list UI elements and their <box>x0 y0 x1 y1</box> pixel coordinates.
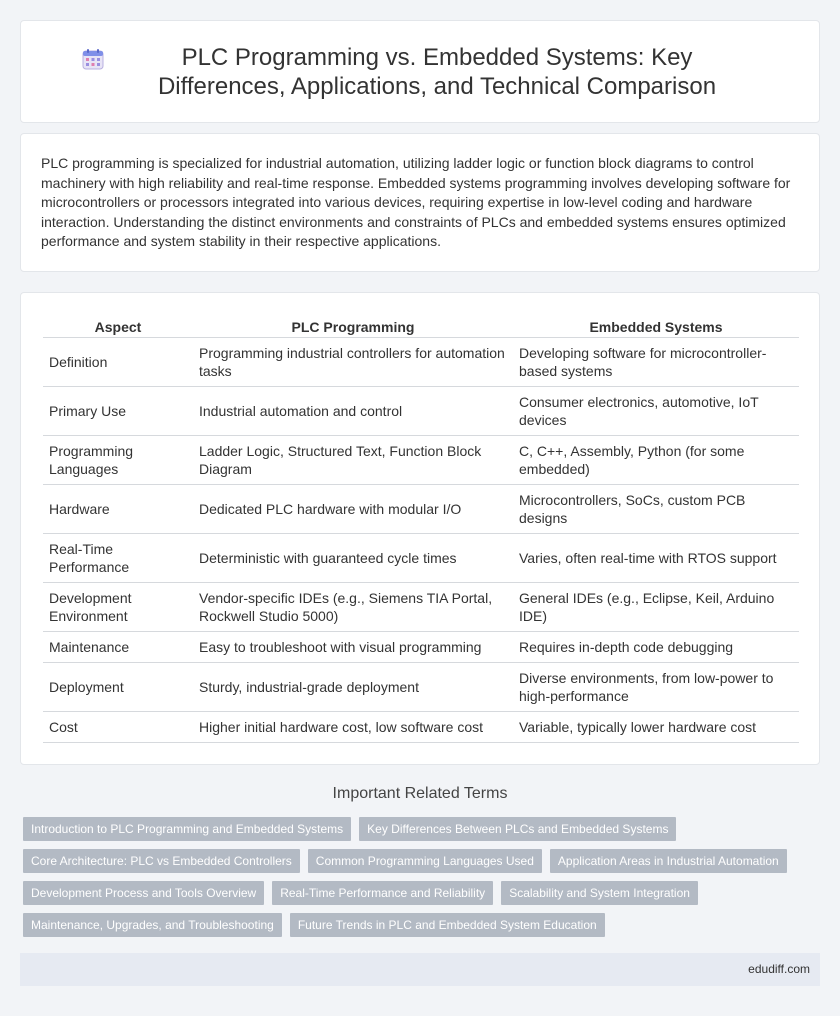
cell-aspect: Development Environment <box>43 582 193 631</box>
header-plc: PLC Programming <box>193 315 513 337</box>
table-row <box>43 386 799 435</box>
cell-aspect: Hardware <box>43 484 193 533</box>
cell-plc: Deterministic with guaranteed cycle times <box>193 533 513 582</box>
table-row <box>43 533 799 582</box>
table-row <box>43 711 799 742</box>
cell-plc: Vendor-specific IDEs (e.g., Siemens TIA Portal, Rockwell Studio 5000) <box>193 582 513 631</box>
table-row <box>43 631 799 662</box>
header-aspect: Aspect <box>43 315 193 337</box>
header-embedded: Embedded Systems <box>513 315 799 337</box>
comparison-card <box>20 292 820 765</box>
related-term-tag[interactable]: Introduction to PLC Programming and Embedded Systems <box>23 817 351 841</box>
cell-embedded: C, C++, Assembly, Python (for some embedded) <box>513 435 799 484</box>
table-header-row <box>43 315 799 337</box>
cell-embedded: Variable, typically lower hardware cost <box>513 711 799 742</box>
cell-embedded: Varies, often real-time with RTOS support <box>513 533 799 582</box>
footer <box>20 953 820 986</box>
cell-embedded: Requires in-depth code debugging <box>513 631 799 662</box>
related-term-tag[interactable]: Core Architecture: PLC vs Embedded Controllers <box>23 849 300 873</box>
cell-plc: Ladder Logic, Structured Text, Function Block Diagram <box>193 435 513 484</box>
cell-plc: Dedicated PLC hardware with modular I/O <box>193 484 513 533</box>
page-title: PLC Programming vs. Embedded Systems: Key Differences, Applications, and Technical Comparison <box>157 43 717 100</box>
table-row <box>43 435 799 484</box>
table-row <box>43 662 799 711</box>
footer-site-link[interactable]: edudiff.com <box>748 962 810 976</box>
table-row <box>43 484 799 533</box>
related-term-tag[interactable]: Scalability and System Integration <box>501 881 698 905</box>
cell-aspect: Definition <box>43 337 193 386</box>
cell-aspect: Real-Time Performance <box>43 533 193 582</box>
cell-aspect: Programming Languages <box>43 435 193 484</box>
cell-plc: Easy to troubleshoot with visual programming <box>193 631 513 662</box>
calendar-icon <box>81 47 105 71</box>
cell-embedded: Microcontrollers, SoCs, custom PCB designs <box>513 484 799 533</box>
cell-plc: Industrial automation and control <box>193 386 513 435</box>
table-row <box>43 337 799 386</box>
intro-card <box>20 133 820 272</box>
cell-aspect: Maintenance <box>43 631 193 662</box>
table-row <box>43 582 799 631</box>
intro-paragraph: PLC programming is specialized for industrial automation, utilizing ladder logic or function block diagrams to control machinery with high reliability and real-time response. Embedded systems programming involves developing software for microcontrollers or processors integrated into various devices, requiring expertise in low-level coding and hardware interaction. Understanding the distinct environments and constraints of PLCs and embedded systems ensures optimized performance and system stability in their respective applications. <box>41 155 791 249</box>
cell-aspect: Deployment <box>43 662 193 711</box>
related-term-tag[interactable]: Future Trends in PLC and Embedded System Education <box>290 913 605 937</box>
cell-embedded: Diverse environments, from low-power to high-performance <box>513 662 799 711</box>
cell-embedded: Developing software for microcontroller-based systems <box>513 337 799 386</box>
cell-plc: Sturdy, industrial-grade deployment <box>193 662 513 711</box>
related-terms-list <box>23 817 823 937</box>
cell-embedded: Consumer electronics, automotive, IoT devices <box>513 386 799 435</box>
related-term-tag[interactable]: Maintenance, Upgrades, and Troubleshooting <box>23 913 282 937</box>
cell-aspect: Primary Use <box>43 386 193 435</box>
cell-plc: Higher initial hardware cost, low software cost <box>193 711 513 742</box>
related-terms-title: Important Related Terms <box>332 785 508 802</box>
related-term-tag[interactable]: Common Programming Languages Used <box>308 849 542 873</box>
related-term-tag[interactable]: Key Differences Between PLCs and Embedded Systems <box>359 817 676 841</box>
related-term-tag[interactable]: Application Areas in Industrial Automation <box>550 849 787 873</box>
title-card <box>20 20 820 123</box>
related-term-tag[interactable]: Development Process and Tools Overview <box>23 881 264 905</box>
comparison-table <box>43 315 799 743</box>
cell-plc: Programming industrial controllers for automation tasks <box>193 337 513 386</box>
cell-aspect: Cost <box>43 711 193 742</box>
related-term-tag[interactable]: Real-Time Performance and Reliability <box>272 881 493 905</box>
cell-embedded: General IDEs (e.g., Eclipse, Keil, Arduino IDE) <box>513 582 799 631</box>
